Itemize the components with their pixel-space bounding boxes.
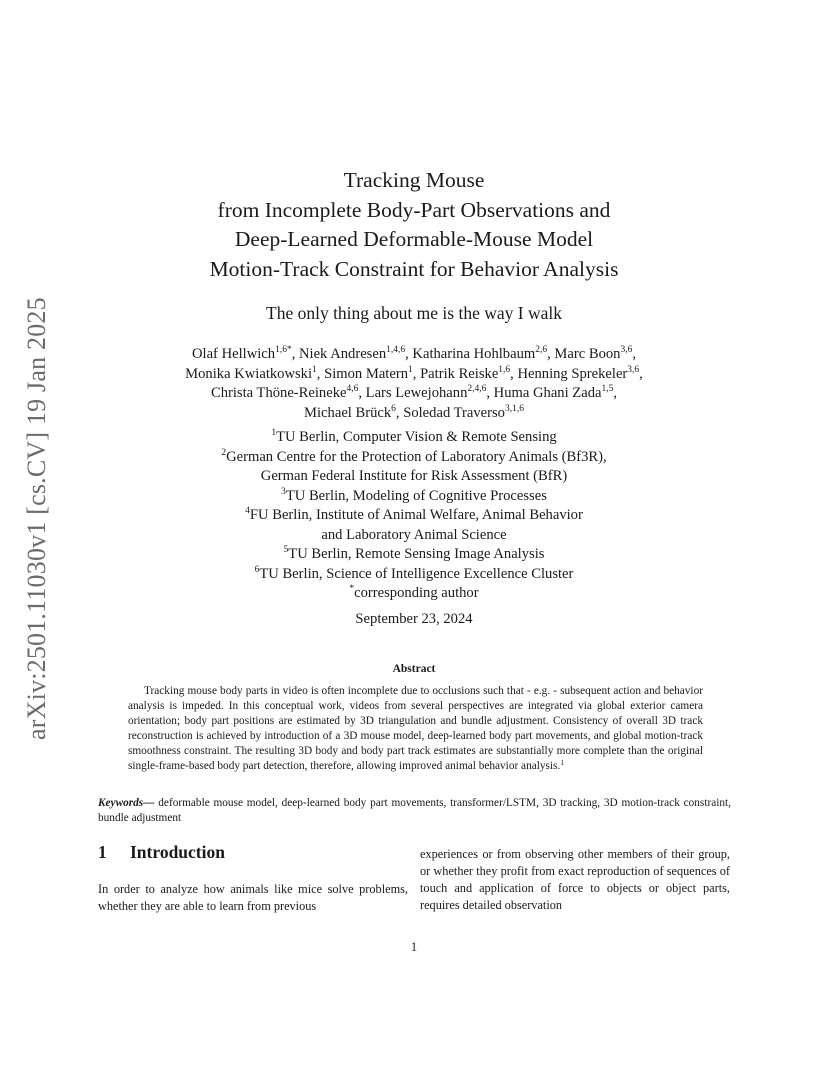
author-affiliation-mark: 1,5 bbox=[601, 384, 614, 394]
footnote-mark: 1 bbox=[560, 758, 565, 768]
title-line: Deep-Learned Deformable-Mouse Model bbox=[234, 227, 594, 251]
abstract-heading: Abstract bbox=[392, 663, 436, 675]
author-affiliation-mark: 1,6 bbox=[498, 364, 511, 375]
affiliation-mark: 1 bbox=[271, 428, 277, 438]
author-separator: , bbox=[358, 385, 366, 401]
author-name: Henning Sprekeler bbox=[517, 365, 628, 382]
author-separator: , bbox=[632, 346, 636, 362]
section-number: 1 bbox=[98, 842, 107, 862]
author-separator: , bbox=[613, 385, 617, 401]
author-list bbox=[0, 345, 828, 423]
author-separator: , bbox=[486, 385, 494, 401]
title-line: from Incomplete Body-Part Observations and bbox=[217, 197, 611, 222]
affiliation-text: TU Berlin, Modeling of Cognitive Processes bbox=[285, 487, 547, 504]
section-title: Introduction bbox=[130, 842, 225, 862]
author-separator: , bbox=[405, 346, 413, 362]
affiliation-text: German Centre for the Protection of Laboratory Animals (Bf3R), bbox=[226, 448, 607, 465]
author-affiliation-mark: 2,6 bbox=[535, 345, 548, 355]
author-name: Michael Brück bbox=[304, 404, 392, 421]
paper-title bbox=[0, 166, 828, 284]
author-line bbox=[0, 365, 828, 385]
author-affiliation-mark: 1,4,6 bbox=[386, 345, 406, 355]
affiliation-line bbox=[0, 526, 828, 546]
abstract-body bbox=[128, 684, 703, 775]
section-heading bbox=[98, 842, 225, 863]
author-affiliation-mark: 1 bbox=[408, 364, 413, 375]
affiliation-mark: * bbox=[349, 584, 355, 594]
paper-subtitle: The only thing about me is the way I walk bbox=[266, 303, 562, 323]
affiliation-line bbox=[0, 467, 828, 487]
affiliation-line bbox=[0, 506, 828, 526]
author-name: Niek Andresen bbox=[298, 346, 387, 362]
affiliation-mark: 5 bbox=[283, 545, 289, 555]
affiliation-mark: 2 bbox=[221, 447, 227, 458]
author-name: Olaf Hellwich bbox=[191, 346, 276, 362]
affiliation-list bbox=[0, 428, 828, 604]
affiliation-mark: 4 bbox=[245, 506, 250, 516]
author-separator: , bbox=[291, 346, 299, 362]
affiliation-text: corresponding author bbox=[354, 585, 479, 601]
author-line bbox=[0, 345, 828, 365]
affiliation-mark: 3 bbox=[281, 486, 286, 497]
author-affiliation-mark: 1 bbox=[312, 364, 317, 375]
author-name: Marc Boon bbox=[554, 346, 621, 362]
author-separator: , bbox=[510, 365, 518, 382]
intro-right-column: experiences or from observing other members of their group, or whether they profit from exact reproduction of sequences of touch and application of force to objects or object parts, requires detailed observation bbox=[420, 847, 730, 912]
page-number: 1 bbox=[410, 940, 418, 954]
affiliation-mark: 6 bbox=[254, 564, 260, 575]
affiliation-line bbox=[0, 565, 828, 585]
title-line: Motion-Track Constraint for Behavior Analysis bbox=[209, 256, 619, 281]
arxiv-side-stamp: arXiv:2501.11030v1 [cs.CV] 19 Jan 2025 bbox=[22, 297, 51, 740]
affiliation-text: TU Berlin, Computer Vision & Remote Sensing bbox=[276, 429, 557, 445]
author-separator: , bbox=[547, 346, 555, 362]
affiliation-line bbox=[0, 545, 828, 565]
keywords-label: Keywords— bbox=[98, 797, 155, 809]
author-name: Lars Lewejohann bbox=[365, 385, 468, 401]
affiliation-line bbox=[0, 428, 828, 448]
author-affiliation-mark: 6 bbox=[391, 403, 396, 414]
author-affiliation-mark: 4,6 bbox=[346, 384, 359, 394]
author-affiliation-mark: 3,6 bbox=[627, 364, 640, 375]
author-separator: , bbox=[639, 365, 643, 382]
affiliation-text: German Federal Institute for Risk Assessment (BfR) bbox=[260, 468, 568, 484]
author-line bbox=[0, 404, 828, 424]
title-line: Tracking Mouse bbox=[343, 168, 485, 192]
author-affiliation-mark: 1,6* bbox=[275, 345, 292, 355]
keywords bbox=[98, 796, 731, 826]
abstract-text: Tracking mouse body parts in video is often incomplete due to occlusions such that - e.g. - subsequent action and behavior analysis is impeded. In this conceptual work, videos from several perspectives are integrated via global exterior camera orientation; body part positions are estimated by 3D triangulation and bundle adjustment. Consistency of overall 3D track reconstruction is achieved by introduction of a 3D mouse model, deep-learned body part movements, and global motion-track smoothness constraint. The resulting 3D body and body part track estimates are substantially more complete than the original single-frame-based body part detection, therefore, allowing improved animal behavior analysis. bbox=[128, 685, 703, 773]
keywords-text: deformable mouse model, deep-learned body part movements, transformer/LSTM, 3D tracking, 3D motion-track constraint, bundle adjustment bbox=[98, 797, 731, 825]
author-affiliation-mark: 3,6 bbox=[620, 345, 633, 355]
author-name: Huma Ghani Zada bbox=[493, 385, 602, 401]
author-separator: , bbox=[412, 365, 421, 382]
publication-date: September 23, 2024 bbox=[355, 611, 473, 627]
affiliation-line bbox=[0, 487, 828, 507]
affiliation-text: and Laboratory Animal Science bbox=[321, 526, 507, 543]
author-line bbox=[0, 384, 828, 404]
affiliation-text: TU Berlin, Remote Sensing Image Analysis bbox=[288, 546, 545, 562]
author-name: Katharina Hohlbaum bbox=[412, 346, 536, 362]
author-affiliation-mark: 2,4,6 bbox=[467, 384, 487, 394]
affiliation-line bbox=[0, 584, 828, 604]
author-name: Monika Kwiatkowski bbox=[185, 365, 313, 382]
intro-left-column: In order to analyze how animals like mice solve problems, whether they are able to learn from previous bbox=[98, 882, 408, 913]
author-name: Christa Thöne-Reineke bbox=[210, 385, 347, 401]
author-name: Patrik Reiske bbox=[420, 365, 499, 382]
author-name: Simon Matern bbox=[324, 365, 409, 382]
author-affiliation-mark: 3,1,6 bbox=[504, 403, 524, 414]
author-separator: , bbox=[395, 404, 404, 421]
affiliation-line bbox=[0, 448, 828, 468]
author-name: Soledad Traverso bbox=[403, 404, 505, 421]
affiliation-text: FU Berlin, Institute of Animal Welfare, Animal Behavior bbox=[249, 507, 583, 523]
author-separator: , bbox=[316, 365, 325, 382]
affiliation-text: TU Berlin, Science of Intelligence Excellence Cluster bbox=[259, 565, 574, 582]
